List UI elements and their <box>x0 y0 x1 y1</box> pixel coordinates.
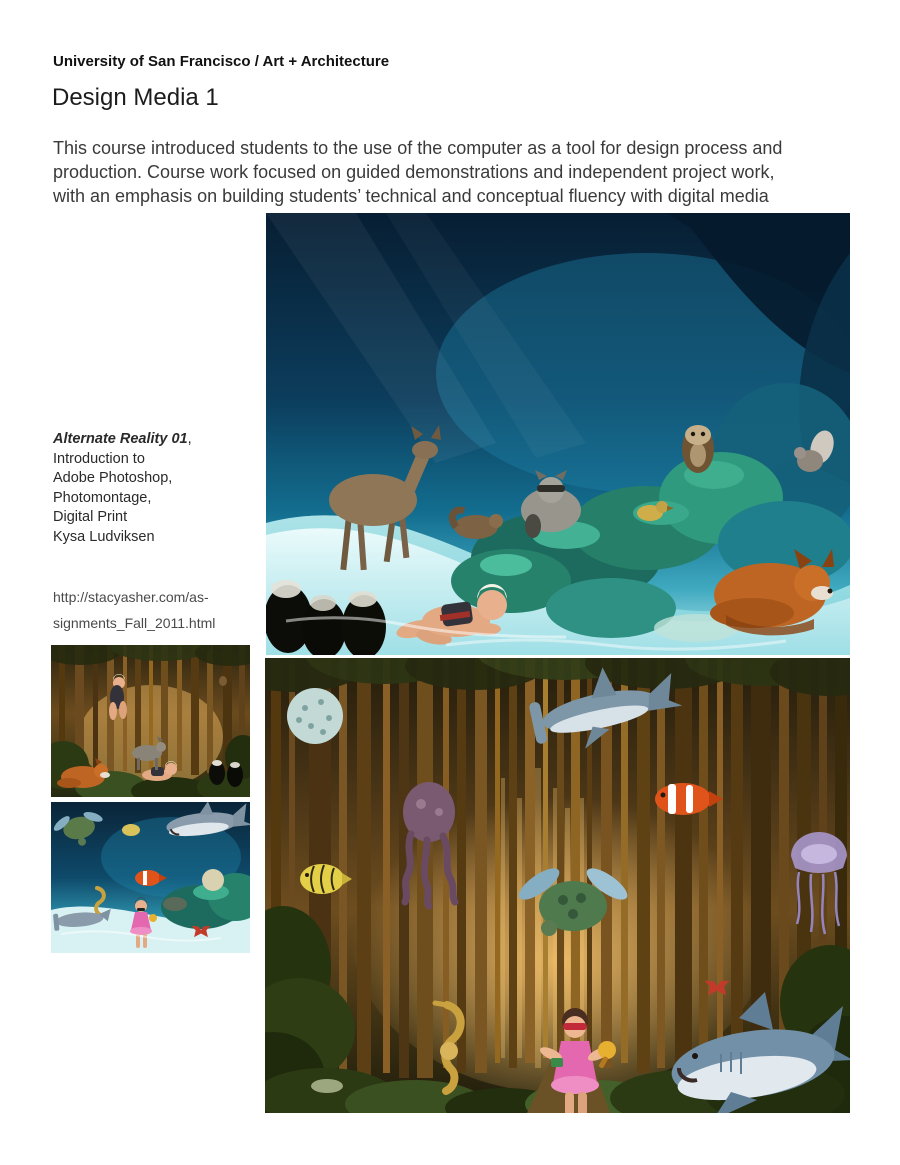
underwater-thumbnail-scene <box>51 802 250 953</box>
course-description-line: This course introduced students to the use of the computer as a tool for design process and <box>53 138 783 158</box>
course-description-line: production. Course work focused on guided demonstrations and independent project work, <box>53 162 775 182</box>
caption-line: Kysa Ludviksen <box>53 528 155 545</box>
course-description <box>53 136 863 208</box>
pale-stone <box>311 1079 343 1093</box>
underwater-photomontage-image <box>266 213 850 655</box>
yellow-fish-shape <box>122 824 140 836</box>
url-line[interactable]: http://stacyasher.com/as- <box>53 589 209 605</box>
pufferfish-shape <box>287 688 343 744</box>
forest-thumbnail-image <box>51 645 250 797</box>
caption-line: Digital Print <box>53 509 128 525</box>
owl-shape <box>219 676 227 686</box>
caption-line: Adobe Photoshop, <box>53 470 173 486</box>
dark-fish-shape <box>163 897 187 911</box>
forest-thumbnail-scene <box>51 645 250 797</box>
page-title: Design Media 1 <box>52 84 219 111</box>
project-title: Alternate Reality 01 <box>53 431 188 447</box>
underwater-scene <box>266 213 850 655</box>
owl-shape <box>682 425 714 473</box>
course-description-line: with an emphasis on building students’ technical and conceptual fluency with digital media <box>53 186 769 206</box>
institution-header: University of San Francisco / Art + Architecture <box>53 53 390 70</box>
underwater-thumbnail-image <box>51 802 250 953</box>
project-caption <box>53 430 192 547</box>
forest-photomontage-image <box>265 658 850 1113</box>
assignment-url-link[interactable] <box>53 584 215 636</box>
url-line[interactable]: signments_Fall_2011.html <box>53 615 216 631</box>
caption-line: Introduction to <box>53 450 145 467</box>
forest-scene <box>265 658 850 1113</box>
caption-title-line: Alternate Reality 01, <box>53 431 192 447</box>
round-fish-shape <box>202 869 224 891</box>
caption-line: Photomontage, <box>53 489 152 506</box>
